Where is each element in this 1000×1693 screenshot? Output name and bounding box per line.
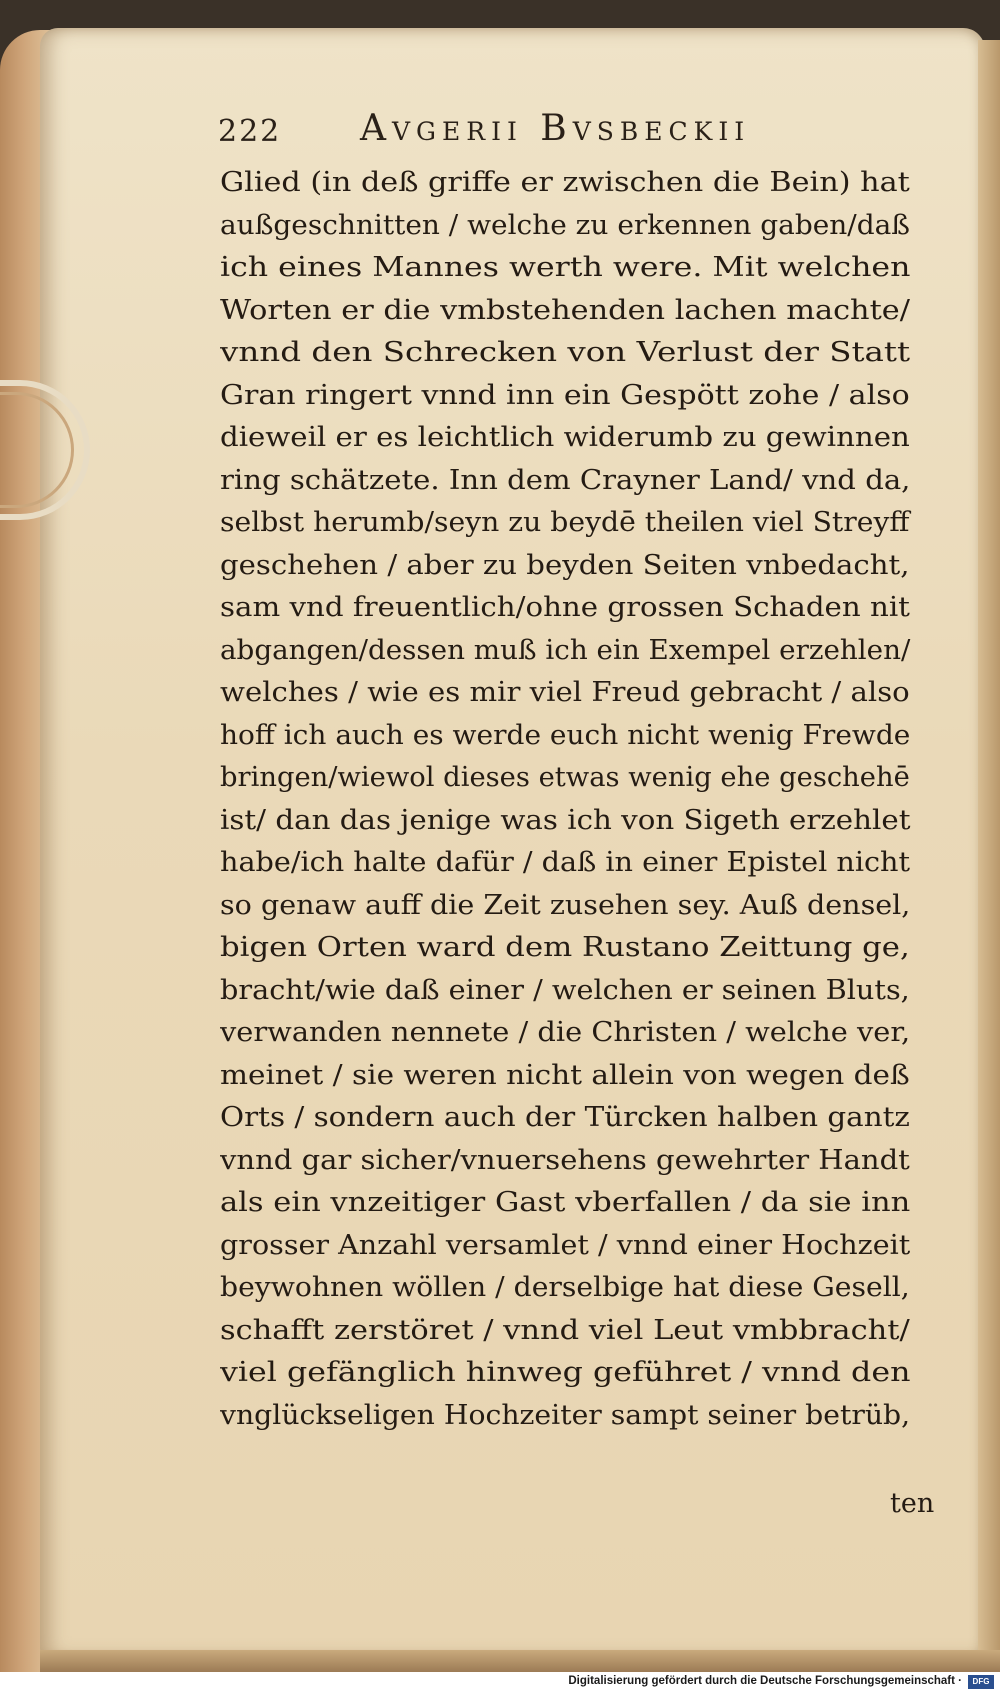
text-line: sam vnd freuentlich/ohne grossen Schaden nit: [220, 592, 910, 623]
text-line: viel gefänglich hinweg geführet / vnnd den: [220, 1357, 911, 1388]
text-line: dieweil er es leichtlich widerumb zu gewinnen: [220, 422, 910, 453]
page-stack-bottom-edge: [40, 1650, 1000, 1672]
text-line: selbst herumb/seyn zu beydē theilen viel Streyff: [220, 507, 910, 538]
text-line: bigen Orten ward dem Rustano Zeittung ge,: [220, 932, 910, 963]
text-line: Glied (in deß griffe er zwischen die Bein) hat: [220, 167, 910, 198]
text-line: vnnd den Schrecken von Verlust der Statt: [220, 337, 911, 368]
text-line: Worten er die vmbstehenden lachen machte/: [220, 294, 910, 326]
footer-bar: [0, 1672, 1000, 1693]
funding-note: Digitalisierung gefördert durch die Deutsche Forschungsgemeinschaft ·: [568, 1675, 962, 1687]
text-line: meinet / sie weren nicht allein von wegen deß: [220, 1059, 910, 1091]
text-line: abgangen/dessen muß ich ein Exempel erzehlen/: [220, 634, 911, 666]
text-line: verwanden nennete / die Christen / welche ver,: [220, 1017, 911, 1048]
dfg-logo: DFG: [968, 1675, 994, 1689]
text-line: habe/ich halte dafür / daß in einer Epistel nicht: [220, 847, 911, 878]
text-line: bracht/wie daß einer / welchen er seinen Bluts,: [220, 974, 910, 1006]
text-line: so genaw auff die Zeit zusehen sey. Auß densel,: [220, 889, 911, 921]
page-number: 222: [218, 114, 282, 149]
page-header: [218, 108, 858, 152]
text-line: Gran ringert vnnd inn ein Gespött zohe / also: [220, 379, 910, 411]
catchword: ten: [890, 1488, 935, 1519]
text-line: ist/ dan das jenige was ich von Sigeth erzehlet: [220, 804, 911, 836]
text-line: bringen/wiewol dieses etwas wenig ehe geschehē: [220, 762, 910, 793]
text-line: beywohnen wöllen / derselbige hat diese Gesell,: [220, 1272, 910, 1303]
text-line: außgeschnitten / welche zu erkennen gaben/daß: [220, 209, 910, 241]
text-line: grosser Anzahl versamlet / vnnd einer Hochzeit: [220, 1229, 911, 1261]
text-line: welches / wie es mir viel Freud gebracht / also: [220, 677, 910, 708]
text-line: als ein vnzeitiger Gast vberfallen / da sie inn: [220, 1187, 911, 1218]
body-text: [220, 162, 935, 1437]
text-line: vnnd gar sicher/vnuersehens gewehrter Handt: [220, 1144, 910, 1176]
running-head: Avgerii Bvsbeckii: [360, 108, 751, 149]
text-line: ring schätzete. Inn dem Crayner Land/ vnd da,: [220, 464, 911, 496]
text-line: hoff ich auch es werde euch nicht wenig Frewde: [220, 719, 911, 751]
text-line: Orts / sondern auch der Türcken halben gantz: [220, 1102, 910, 1133]
text-line: geschehen / aber zu beyden Seiten vnbedacht,: [220, 549, 910, 581]
text-line: vnglückseligen Hochzeiter sampt seiner betrüb,: [220, 1399, 911, 1431]
text-line: schafft zerstöret / vnnd viel Leut vmbbracht/: [220, 1314, 910, 1346]
text-line: ich eines Mannes werth were. Mit welchen: [220, 252, 911, 283]
